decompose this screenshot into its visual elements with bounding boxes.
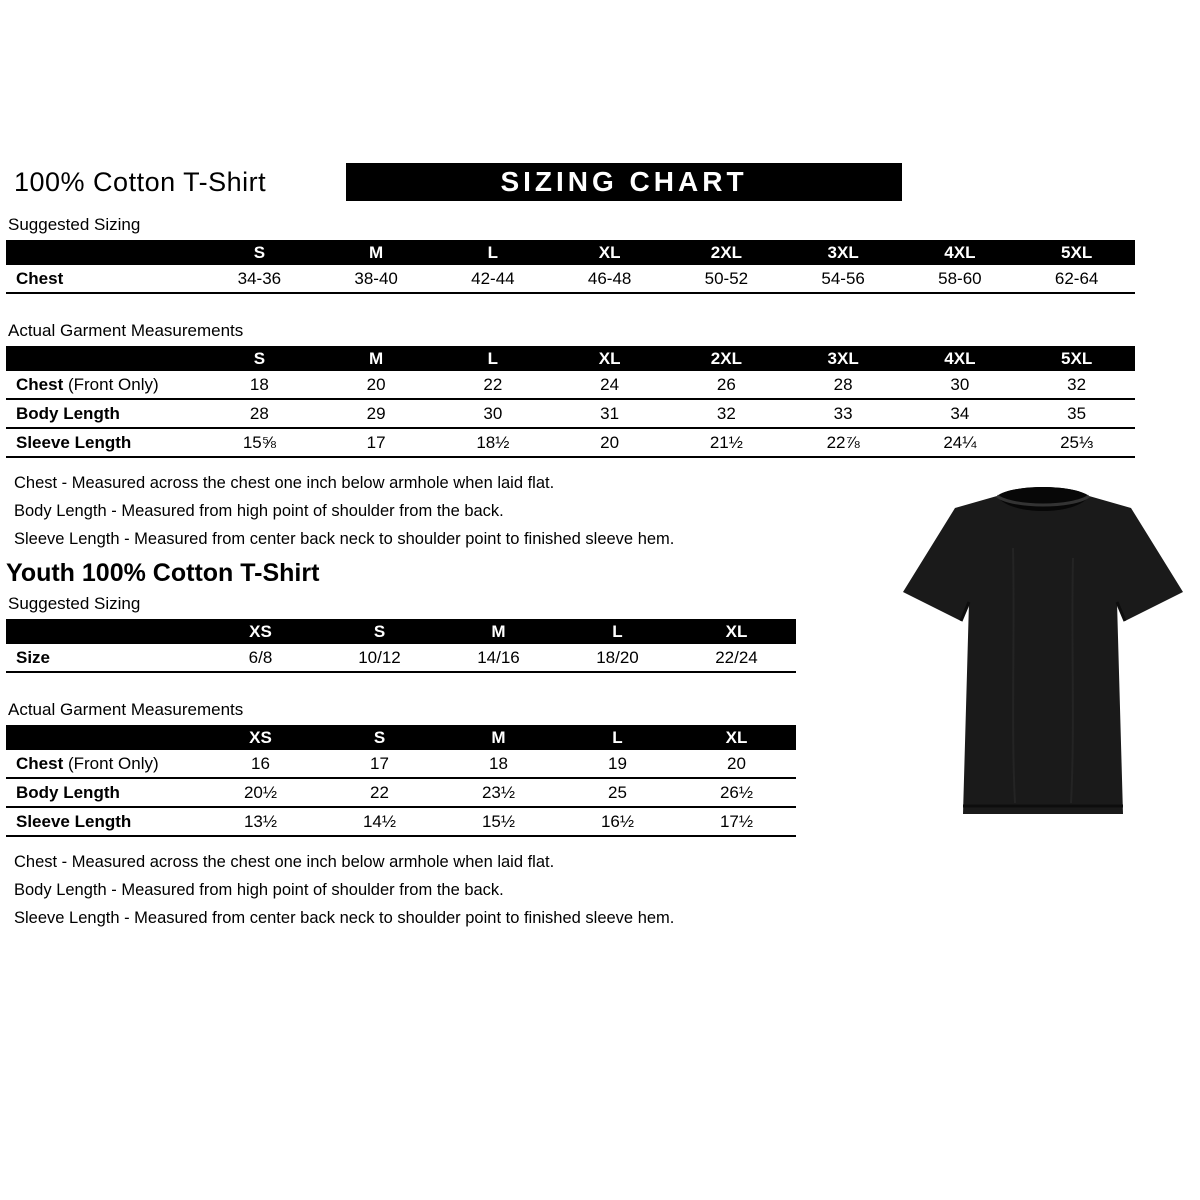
table-header-row [6, 725, 796, 750]
size-column-header: 4XL [944, 242, 976, 262]
table-row [6, 427, 1135, 456]
youth-suggested-sizing-label: Suggested Sizing [8, 594, 141, 613]
row-label-note: (Front Only) [63, 753, 159, 773]
size-column-header: 2XL [710, 242, 742, 262]
value-cell: 50-52 [704, 268, 749, 288]
row-label [6, 783, 201, 803]
row-label [6, 404, 201, 424]
size-column-header: M [491, 621, 506, 641]
black-tshirt-icon [893, 468, 1193, 833]
row-label-text: Sleeve Length [16, 811, 132, 831]
row-label [6, 754, 201, 774]
size-column-header: 5XL [1061, 242, 1093, 262]
size-column-header: S [373, 727, 386, 747]
size-column-header: 2XL [710, 348, 742, 368]
size-column-header: M [369, 242, 384, 262]
note-chest-definition: Chest - Measured across the chest one inch below armhole when laid flat. [14, 853, 555, 871]
value-cell: 22/24 [715, 647, 758, 667]
youth-actual-measurements-label: Actual Garment Measurements [8, 700, 244, 719]
table-header-row [6, 346, 1135, 371]
table-row [6, 750, 796, 777]
value-cell: 20 [366, 374, 386, 394]
size-column-header: S [373, 621, 386, 641]
row-label-text: Chest [16, 374, 64, 394]
size-column-header: M [369, 348, 384, 368]
value-cell: 22⅞ [826, 432, 860, 452]
size-column-header: XL [598, 348, 621, 368]
table-row [6, 371, 1135, 398]
value-cell: 42-44 [471, 268, 515, 288]
adult-actual-measurements-label: Actual Garment Measurements [8, 321, 244, 340]
table-row [6, 644, 796, 671]
size-column-header: XS [249, 621, 272, 641]
note-body-length-definition: Body Length - Measured from high point of shoulder from the back. [14, 502, 504, 520]
value-cell: 38-40 [354, 268, 398, 288]
size-column-header: 5XL [1061, 348, 1093, 368]
table-header-row [6, 240, 1135, 265]
value-cell: 14½ [362, 811, 397, 831]
value-cell: 34 [950, 403, 970, 423]
value-cell: 62-64 [1054, 268, 1099, 288]
value-cell: 23½ [481, 782, 516, 802]
value-cell: 24¼ [943, 432, 977, 452]
size-column-header: XL [725, 621, 748, 641]
value-cell: 20 [727, 753, 746, 773]
tshirt-product-image [893, 468, 1193, 833]
value-cell: 16½ [600, 811, 635, 831]
value-cell: 17½ [719, 811, 754, 831]
value-cell: 32 [1067, 374, 1087, 394]
youth-title: Youth 100% Cotton T-Shirt [6, 559, 320, 587]
value-cell: 30 [483, 403, 503, 423]
note-sleeve-length-definition: Sleeve Length - Measured from center back neck to shoulder point to finished sleeve hem. [14, 530, 675, 548]
row-label-note: (Front Only) [63, 374, 159, 394]
value-cell: 58-60 [938, 268, 982, 288]
value-cell: 24 [600, 374, 620, 394]
table-row [6, 265, 1135, 292]
size-column-header: L [612, 727, 623, 747]
title-row [6, 163, 1146, 213]
value-cell: 15½ [481, 811, 516, 831]
size-column-header: XS [249, 727, 272, 747]
note-body-length-definition: Body Length - Measured from high point of shoulder from the back. [14, 881, 504, 899]
youth-suggested-sizing-table [6, 619, 796, 673]
value-cell: 18 [489, 753, 508, 773]
size-column-header: S [253, 348, 266, 368]
size-column-header: S [253, 242, 266, 262]
value-cell: 26 [716, 374, 736, 394]
table-row [6, 806, 796, 835]
value-cell: 33 [833, 403, 853, 423]
row-label-text: Size [16, 647, 51, 667]
value-cell: 28 [249, 403, 269, 423]
size-column-header: 3XL [827, 348, 859, 368]
size-column-header: L [487, 348, 499, 368]
size-column-header: XL [598, 242, 621, 262]
row-label-text: Chest [16, 268, 64, 288]
value-cell: 28 [833, 374, 853, 394]
value-cell: 34-36 [237, 268, 282, 288]
table-row [6, 398, 1135, 427]
row-label [6, 812, 201, 832]
value-cell: 18½ [476, 432, 510, 452]
value-cell: 17 [370, 753, 389, 773]
value-cell: 22 [483, 374, 503, 394]
value-cell: 18/20 [596, 647, 639, 667]
value-cell: 13½ [243, 811, 278, 831]
value-cell: 6/8 [248, 647, 273, 667]
table-header-row [6, 619, 796, 644]
youth-notes [8, 853, 1146, 928]
note-sleeve-length-definition: Sleeve Length - Measured from center back neck to shoulder point to finished sleeve hem. [14, 909, 675, 927]
value-cell: 31 [600, 403, 620, 423]
value-cell: 32 [716, 403, 736, 423]
row-label-text: Sleeve Length [16, 432, 132, 452]
value-cell: 25 [608, 782, 627, 802]
size-column-header: XL [725, 727, 748, 747]
size-column-header: 4XL [944, 348, 976, 368]
row-label-text: Body Length [16, 782, 120, 802]
value-cell: 16 [251, 753, 270, 773]
value-cell: 15⅝ [242, 432, 276, 452]
note-chest-definition: Chest - Measured across the chest one inch below armhole when laid flat. [14, 474, 555, 492]
size-column-header: L [612, 621, 623, 641]
value-cell: 46-48 [587, 268, 632, 288]
value-cell: 54-56 [821, 268, 865, 288]
value-cell: 21½ [709, 432, 743, 452]
sizing-chart-banner: SIZING CHART [346, 163, 902, 201]
value-cell: 10/12 [358, 647, 401, 667]
value-cell: 29 [366, 403, 386, 423]
row-label [6, 375, 201, 395]
adult-actual-measurements-table [6, 346, 1135, 458]
value-cell: 18 [249, 374, 269, 394]
value-cell: 35 [1067, 403, 1087, 423]
value-cell: 17 [366, 432, 386, 452]
adult-suggested-sizing-table [6, 240, 1135, 294]
size-column-header: 3XL [827, 242, 859, 262]
value-cell: 19 [608, 753, 627, 773]
value-cell: 20½ [243, 782, 278, 802]
row-label-text: Body Length [16, 403, 120, 423]
value-cell: 20 [600, 432, 620, 452]
value-cell: 14/16 [477, 647, 520, 667]
value-cell: 25⅓ [1060, 432, 1094, 452]
row-label [6, 433, 201, 453]
value-cell: 22 [370, 782, 389, 802]
page-title: 100% Cotton T-Shirt [14, 167, 267, 197]
row-label [6, 648, 201, 668]
youth-actual-measurements-table [6, 725, 796, 837]
value-cell: 26½ [719, 782, 754, 802]
adult-suggested-sizing-label: Suggested Sizing [8, 215, 141, 234]
row-label [6, 269, 201, 289]
size-column-header: L [487, 242, 499, 262]
value-cell: 30 [950, 374, 970, 394]
row-label-text: Chest [16, 753, 64, 773]
table-row [6, 777, 796, 806]
size-column-header: M [491, 727, 506, 747]
